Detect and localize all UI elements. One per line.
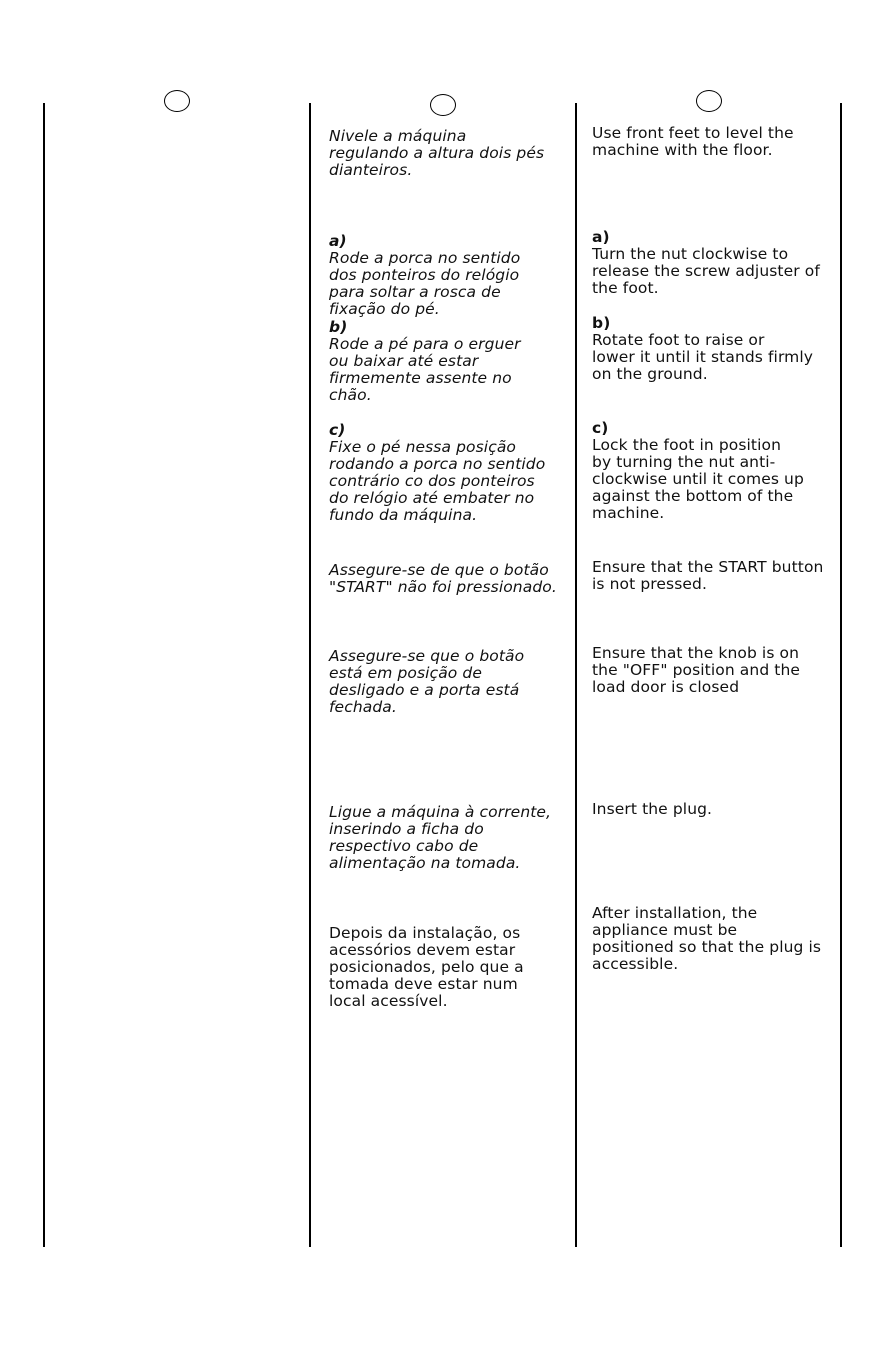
en-step-b-label: b) — [592, 314, 611, 332]
pt-step-c-text: Fixe o pé nessa posição rodando a porca no sentido contrário co dos ponteiros do relógio até embater no fundo da máquina. — [329, 438, 546, 524]
pt-knob-note: Assegure-se que o botão está em posição de desligado e a porta está fechada. — [329, 647, 525, 716]
en-knob-note: Ensure that the knob is on the "OFF" position and the load door is closed — [592, 644, 801, 696]
language-marker-circle-portuguese — [430, 94, 456, 116]
pt-plug-note: Ligue a máquina à corrente, inserindo a ficha do respectivo cabo de alimentação na tomada. — [329, 803, 552, 872]
en-level-instruction: Use front feet to level the machine with the floor. — [592, 124, 794, 159]
pt-step-b — [329, 302, 569, 404]
en-step-b-text: Rotate foot to raise or lower it until it stands firmly on the ground. — [592, 331, 814, 383]
column-rule-3 — [575, 103, 577, 1247]
en-after-install-note: After installation, the appliance must be positioned so that the plug is accessible. — [592, 904, 822, 973]
pt-start-button-note: Assegure-se de que o botão "START" não foi pressionado. — [329, 561, 557, 596]
en-step-b — [592, 298, 832, 383]
en-step-a — [592, 212, 832, 297]
language-marker-circle-left — [164, 90, 190, 112]
pt-after-install-note: Depois da instalação, os acessórios devem estar posicionados, pelo que a tomada deve estar num local acessível. — [329, 924, 524, 1010]
pt-level-instruction: Nivele a máquina regulando a altura dois pés dianteiros. — [329, 127, 545, 179]
en-step-c-text: Lock the foot in position by turning the nut anti- clockwise until it comes up against the bottom of the machine. — [592, 436, 804, 522]
pt-step-b-text: Rode a pé para o erguer ou baixar até estar firmemente assente no chão. — [329, 335, 521, 404]
en-step-a-text: Turn the nut clockwise to release the screw adjuster of the foot. — [592, 245, 820, 297]
pt-step-c — [329, 405, 569, 524]
en-step-c — [592, 403, 832, 522]
pt-step-a-label: a) — [329, 232, 347, 250]
pt-step-c-label: c) — [329, 421, 346, 439]
column-rule-1 — [43, 103, 45, 1247]
language-marker-circle-english — [696, 90, 722, 112]
en-plug-note: Insert the plug. — [592, 800, 713, 818]
column-rule-4 — [840, 103, 842, 1247]
en-step-a-label: a) — [592, 228, 610, 246]
pt-step-b-label: b) — [329, 318, 348, 336]
en-start-button-note: Ensure that the START button is not pressed. — [592, 558, 824, 593]
pt-step-a-text: Rode a porca no sentido dos ponteiros do relógio para soltar a rosca de fixação do pé. — [329, 249, 521, 318]
en-step-c-label: c) — [592, 419, 609, 437]
column-rule-2 — [309, 103, 311, 1247]
